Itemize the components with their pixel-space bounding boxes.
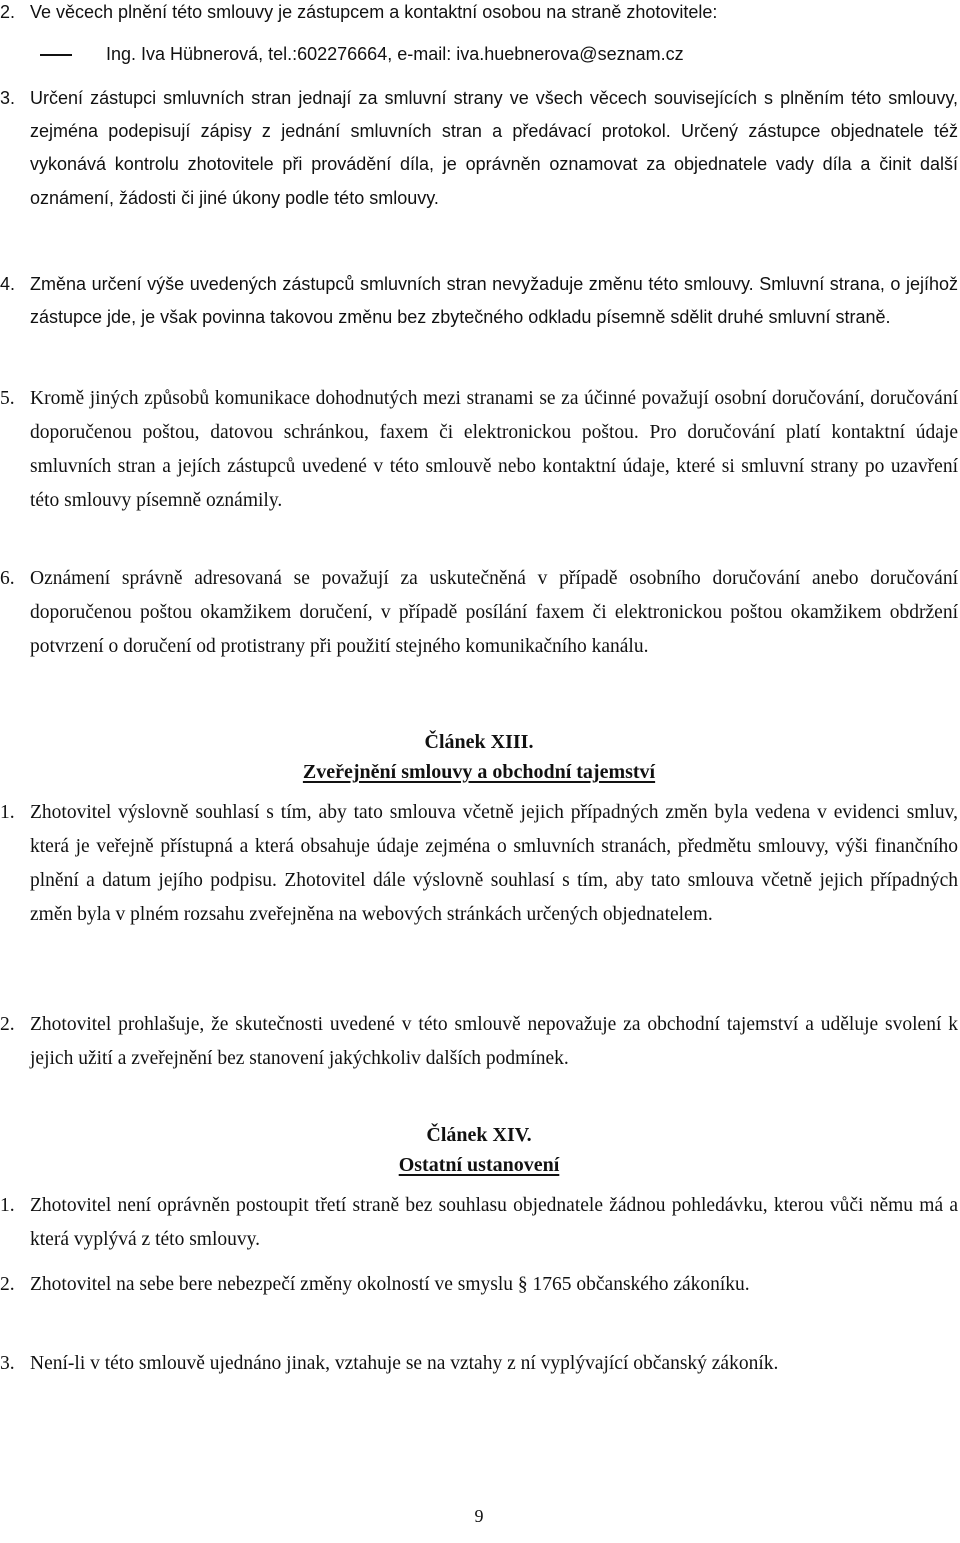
clause-number: 1. <box>0 1195 15 1216</box>
clause-text: Kromě jiných způsobů komunikace dohodnutých mezi stranami se za účinné považují osobní doručování, doručování doporučenou poštou, datovou schránkou, faxem či elektronickou poštou. Pro doručování platí kontaktní údaje smluvních stran a jejích zástupců uvedené v této smlouvě nebo kontaktní údaje, které si smluvní strany po uzavření této smlouvy písemně oznámily. <box>30 388 958 511</box>
clause-number: 3. <box>0 1353 15 1374</box>
clause-number: 4. <box>0 274 16 294</box>
clause-text: Zhotovitel prohlašuje, že skutečnosti uvedené v této smlouvě nepovažuje za obchodní tajemství a uděluje svolení k jejich užití a zveřejnění bez stanovení jakýchkoliv dalších podmínek. <box>30 1014 958 1069</box>
clause-text: Zhotovitel na sebe bere nebezpečí změny okolností ve smyslu § 1765 občanského zákoníku. <box>30 1274 750 1295</box>
clause-number: 2. <box>0 1014 15 1035</box>
clause-text: Určení zástupci smluvních stran jednají za smluvní strany ve všech věcech souvisejících s plněním této smlouvy, zejména podepisují zápisy z jednání smluvních stran a předávací protokol. Určený zástupce objednatele též vykonává kontrolu zhotovitele při provádění díla, je oprávněn oznamovat za objednatele vady díla a činit další oznámení, žádosti či jiné úkony podle této smlouvy. <box>30 88 958 208</box>
clause-3-representatives <box>0 82 958 215</box>
article-14-subtitle: Ostatní ustanovení <box>398 1154 560 1176</box>
article-13-subtitle: Zveřejnění smlouvy a obchodní tajemství <box>302 761 656 783</box>
clause-number: 3. <box>0 88 16 108</box>
clause-5-communication <box>0 382 958 518</box>
clause-2-contact-person <box>0 0 958 29</box>
clause-text: Změna určení výše uvedených zástupců smluvních stran nevyžaduje změnu této smlouvy. Smluvní strana, o jejíhož zástupce jde, je však povinna takovou změnu bez zbytečného odkladu písemně sdělit druhé smluvní straně. <box>30 274 958 328</box>
clause-6-notices <box>0 562 958 664</box>
article-14-clause-1 <box>0 1189 958 1257</box>
clause-number: 1. <box>0 802 15 823</box>
article-14-clause-3 <box>0 1347 958 1381</box>
article-14-title: Článek XIV. <box>426 1124 532 1146</box>
clause-number: 2. <box>0 1274 15 1295</box>
article-13-title: Článek XIII. <box>424 731 534 753</box>
article-13-clause-1 <box>0 796 958 932</box>
contact-details: Ing. Iva Hübnerová, tel.:602276664, e-mail: iva.huebnerova@seznam.cz <box>106 44 684 64</box>
clause-text: Zhotovitel není oprávněn postoupit třetí straně bez souhlasu objednatele žádnou pohledávku, kterou vůči němu má a která vyplývá z této smlouvy. <box>30 1195 958 1250</box>
page-number: 9 <box>474 1506 484 1526</box>
clause-text: Není-li v této smlouvě ujednáno jinak, vztahuje se na vztahy z ní vyplývající občanský zákoník. <box>30 1353 779 1374</box>
clause-text: Zhotovitel výslovně souhlasí s tím, aby tato smlouva včetně jejich případných změn byla vedena v evidenci smluv, která je veřejně přístupná a která obsahuje údaje zejména o smluvních stranách, předmětu smlouvy, výši finančního plnění a datum jejího podpisu. Zhotovitel dále výslovně souhlasí s tím, aby tato smlouva včetně jejich případných změn byla v plném rozsahu zveřejněna na webových stránkách určených objednatelem. <box>30 802 958 925</box>
dash-bullet-icon <box>40 54 72 56</box>
article-13-clause-2 <box>0 1008 958 1076</box>
clause-number: 6. <box>0 568 15 589</box>
clause-number: 5. <box>0 388 15 409</box>
clause-text: Oznámení správně adresovaná se považují za uskutečněná v případě osobního doručování anebo doručování doporučenou poštou okamžikem doručení, v případě posílání faxem či elektronickou poštou okamžikem obdržení potvrzení o doručení od protistrany při použití stejného komunikačního kanálu. <box>30 568 958 657</box>
clause-number: 2. <box>0 2 16 22</box>
article-14-clause-2 <box>0 1268 958 1302</box>
clause-text: Ve věcech plnění této smlouvy je zástupcem a kontaktní osobou na straně zhotovitele: <box>30 2 718 22</box>
clause-4-change-of-representatives <box>0 268 958 334</box>
